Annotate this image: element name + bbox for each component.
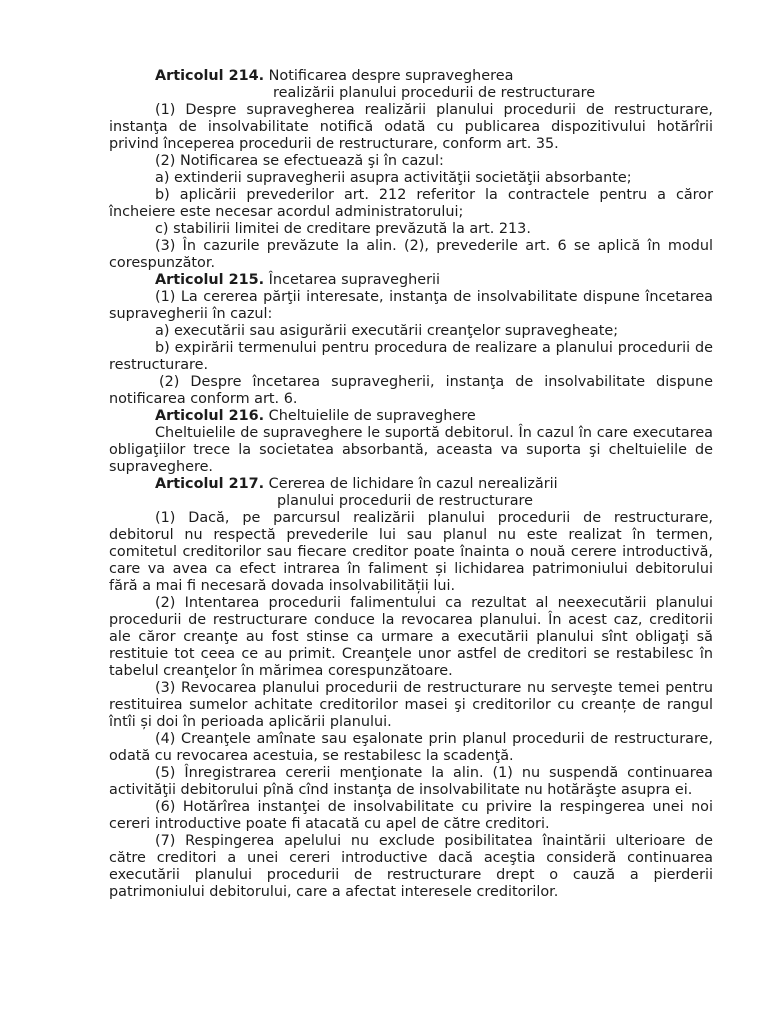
paragraph: (2) Despre încetarea supravegherii, instanţa de insolvabilitate dispune notificarea conform art. 6. xyxy=(109,374,713,407)
article-title-continuation: planului procedurii de restructurare xyxy=(277,493,533,509)
paragraph: a) extinderii supravegherii asupra activităţii societăţii absorbante; xyxy=(155,170,632,186)
article-title: Cererea de lichidare în cazul nerealizării xyxy=(268,476,558,492)
paragraph: (6) Hotărîrea instanţei de insolvabilitate cu privire la respingerea unei noi cereri introductive poate fi atacată cu apel de către creditori. xyxy=(109,799,713,832)
paragraph: a) executării sau asigurării executării creanţelor supravegheate; xyxy=(155,323,619,339)
paragraph: (2) Notificarea se efectuează şi în cazul: xyxy=(155,153,444,169)
document-page xyxy=(109,68,713,901)
article-number: Articolul 217. xyxy=(155,476,265,492)
paragraph: c) stabilirii limitei de creditare prevăzută la art. 213. xyxy=(155,221,531,237)
paragraph: (3) În cazurile prevăzute la alin. (2), prevederile art. 6 se aplică în modul corespunzător. xyxy=(109,238,713,271)
article-title: Cheltuielile de supraveghere xyxy=(268,408,476,424)
article-heading xyxy=(109,476,713,493)
article-heading xyxy=(109,272,713,289)
article-title: Notificarea despre supravegherea xyxy=(268,68,514,84)
paragraph: (7) Respingerea apelului nu exclude posibilitatea înaintării ulterioare de către creditori a unei cereri introductive dacă aceştia consideră continuarea executării planului procedurii de restructurare drept o cauză a pierderii patrimoniului debitorului, care a afectat interesele creditorilor. xyxy=(109,833,713,900)
article-heading xyxy=(109,408,713,425)
paragraph: (1) Dacă, pe parcursul realizării planului procedurii de restructurare, debitorul nu respectă prevederile lui sau planul nu este realizat în termen, comitetul creditorilor sau fiecare creditor poate înainta o nouă cerere introductivă, care va avea ca efect intrarea în faliment și lichidarea patrimoniului debitorului fără a mai fi necesară dovada insolvabilității lui. xyxy=(109,510,713,594)
article-title-continuation: realizării planului procedurii de restructurare xyxy=(273,85,596,101)
paragraph: (3) Revocarea planului procedurii de restructurare nu serveşte temei pentru restituirea sumelor achitate creditorilor masei şi creditorilor cu creanțe de rangul întîi și doi în perioada aplicării planului. xyxy=(109,680,713,730)
article-heading xyxy=(109,68,713,85)
article-number: Articolul 215. xyxy=(155,272,265,288)
paragraph: b) expirării termenului pentru procedura de realizare a planului procedurii de restructurare. xyxy=(109,340,713,373)
paragraph: b) aplicării prevederilor art. 212 referitor la contractele pentru a căror încheiere este necesar acordul administratorului; xyxy=(109,187,713,220)
paragraph: (2) Intentarea procedurii falimentului ca rezultat al neexecutării planului procedurii de restructurare conduce la revocarea planului. În acest caz, creditorii ale căror creanţe au fost stinse ca urmare a executării planului sînt obligaţi să restituie tot ceea ce au primit. Creanţele unor astfel de creditori se restabilesc în tabelul creanţelor în mărimea corespunzătoare. xyxy=(109,595,713,679)
paragraph: Cheltuielile de supraveghere le suportă debitorul. În cazul în care executarea obligaţiilor trece la societatea absorbantă, aceasta va suporta şi cheltuielile de supraveghere. xyxy=(109,425,713,475)
paragraph: (4) Creanţele amînate sau eşalonate prin planul procedurii de restructurare, odată cu revocarea acestuia, se restabilesc la scadenţă. xyxy=(109,731,713,764)
article-title: Încetarea supravegherii xyxy=(268,272,440,288)
paragraph: (1) La cererea părţii interesate, instanţa de insolvabilitate dispune încetarea supravegherii în cazul: xyxy=(109,289,713,322)
article-number: Articolul 216. xyxy=(155,408,265,424)
article-number: Articolul 214. xyxy=(155,68,265,84)
paragraph: (5) Înregistrarea cererii menţionate la alin. (1) nu suspendă continuarea activităţii debitorului pînă cînd instanţa de insolvabilitate nu hotărăşte asupra ei. xyxy=(109,765,713,798)
paragraph: (1) Despre supravegherea realizării planului procedurii de restructurare, instanţa de insolvabilitate notifică odată cu publicarea dispozitivului hotărîrii privind începerea procedurii de restructurare, conform art. 35. xyxy=(109,102,713,152)
